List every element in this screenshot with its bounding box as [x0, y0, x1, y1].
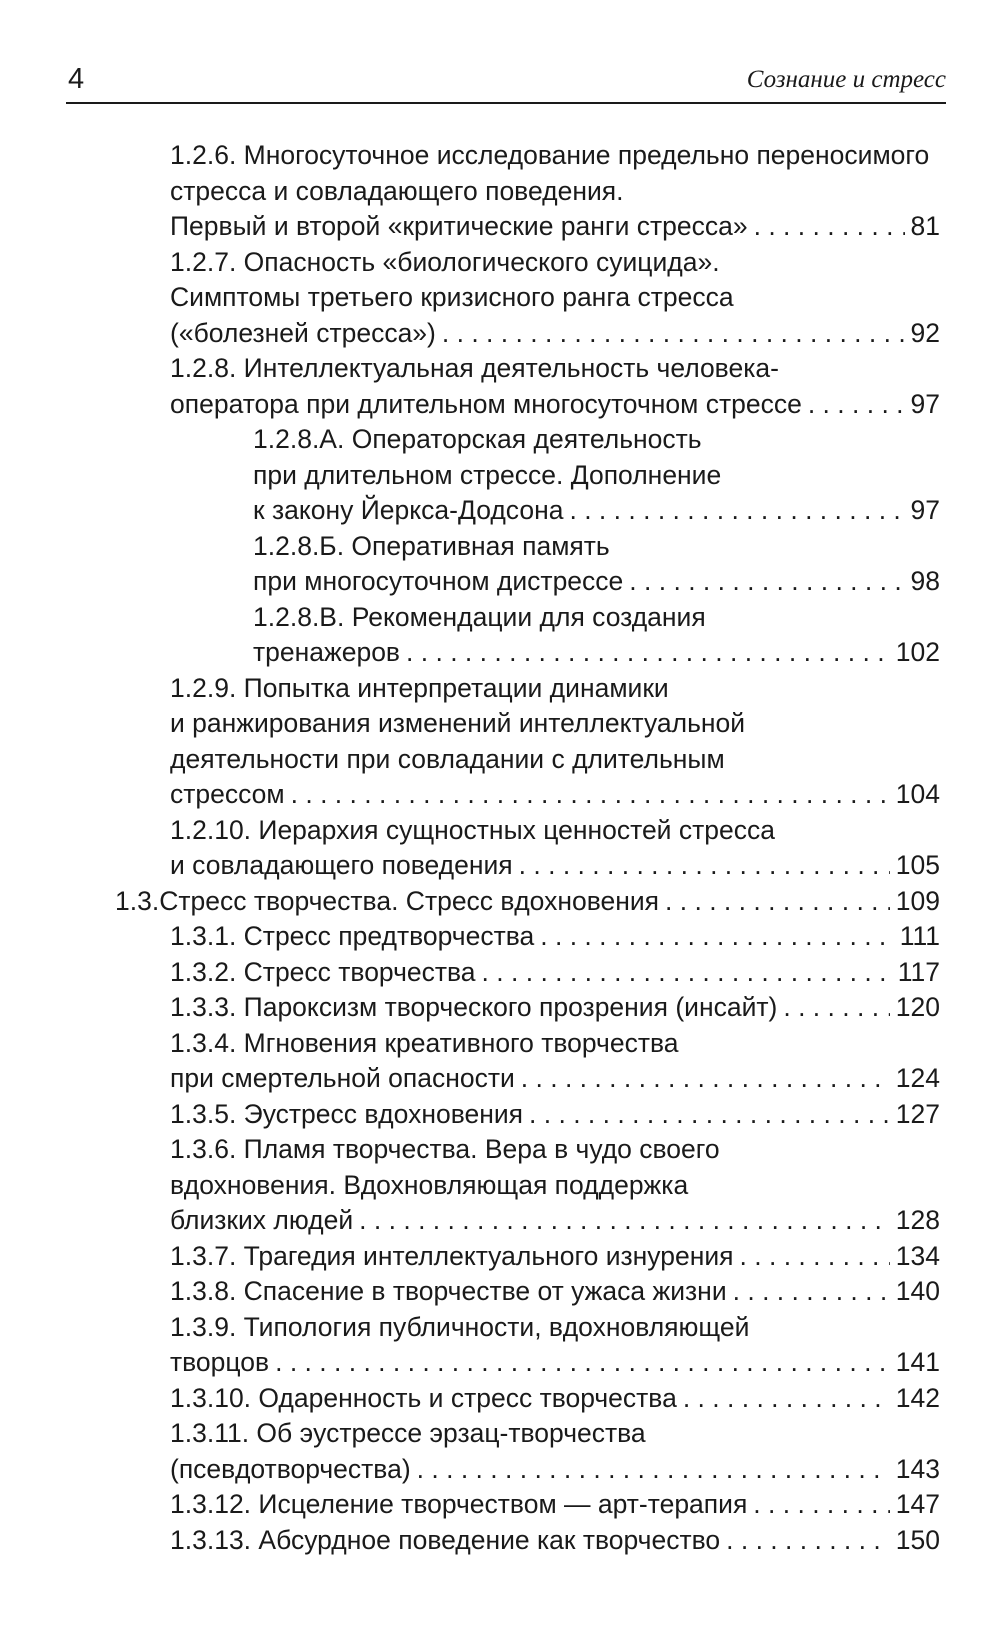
toc-entry-title-line: 1.2.8. Интеллектуальная деятельность человека- [170, 353, 779, 383]
table-of-contents [0, 138, 1000, 1558]
toc-entry-title-line: 1.2.8.А. Операторская деятельность [253, 424, 702, 454]
toc-page-number: 98 [910, 566, 940, 596]
toc-entry-title-line: Первый и второй «критические ранги стресса» [170, 211, 748, 241]
toc-leader-dots [629, 564, 904, 600]
toc-leader-dots [406, 635, 890, 671]
toc-leader-dots [519, 848, 890, 884]
toc-page-number: 140 [895, 1276, 940, 1306]
toc-entry[interactable] [0, 138, 1000, 245]
toc-entry-title-line: и ранжирования изменений интеллектуальной [170, 708, 746, 738]
toc-entry[interactable] [0, 1132, 1000, 1239]
toc-leader-dots [442, 316, 905, 352]
toc-entry-last-line [170, 1381, 940, 1417]
toc-entry[interactable] [0, 1381, 1000, 1417]
page-number: 4 [68, 63, 85, 95]
toc-entry-title-line: 1.3.8. Спасение в творчестве от ужаса жизни [170, 1276, 727, 1306]
toc-entry-last-line [170, 1523, 940, 1559]
toc-entry-title-line: творцов [170, 1347, 270, 1377]
toc-entry-title-line: («болезней стресса») [170, 317, 436, 348]
toc-entry-title-line: вдохновения. Вдохновляющая поддержка [170, 1169, 689, 1200]
toc-entry-title-line: оператора при длительном многосуточном стрессе [170, 388, 802, 419]
toc-entry-title-line: 1.3.12. Исцеление творчеством — арт-терапия [170, 1489, 748, 1519]
toc-entry-last-line [170, 1487, 940, 1523]
toc-entry-title-line: близких людей [170, 1205, 354, 1235]
toc-entry[interactable] [0, 1274, 1000, 1310]
toc-entry-title-line: 1.3.4. Мгновения креативного творчества [170, 1027, 679, 1058]
toc-entry-title-line: при смертельной опасности [170, 1063, 515, 1093]
toc-page-number: 124 [895, 1063, 940, 1093]
toc-entry-title-line: при многосуточном дистрессе [253, 566, 624, 596]
toc-entry-last-line [170, 990, 940, 1026]
toc-leader-dots [753, 1487, 889, 1523]
toc-leader-dots [417, 1452, 890, 1488]
toc-entry[interactable] [0, 955, 1000, 991]
toc-page-number: 81 [910, 211, 940, 241]
toc-leader-dots [783, 990, 889, 1026]
toc-entry[interactable] [0, 1523, 1000, 1559]
toc-entry-last-line [170, 316, 940, 352]
toc-entry-last-line [253, 635, 940, 671]
toc-entry-title-line: тренажеров [253, 637, 401, 667]
toc-entry-title-line: при длительном стрессе. Дополнение [253, 459, 722, 490]
toc-leader-dots [683, 1381, 890, 1417]
toc-entry[interactable] [0, 990, 1000, 1026]
toc-page-number: 143 [895, 1453, 940, 1484]
toc-entry[interactable] [0, 1026, 1000, 1097]
toc-leader-dots [665, 884, 890, 920]
toc-entry[interactable] [0, 600, 1000, 671]
toc-entry-last-line [253, 564, 940, 600]
toc-entry-title-line: 1.2.6. Многосуточное исследование предельно переносимого [170, 140, 930, 170]
toc-leader-dots [740, 1239, 890, 1275]
toc-entry-last-line [170, 1061, 940, 1097]
toc-entry[interactable] [0, 1239, 1000, 1275]
toc-page-number: 97 [910, 388, 940, 419]
toc-entry[interactable] [0, 422, 1000, 529]
toc-entry[interactable] [0, 1097, 1000, 1133]
toc-entry-last-line [170, 209, 940, 245]
toc-entry-last-line [170, 1203, 940, 1239]
toc-entry-title-line: (псевдотворчества) [170, 1453, 411, 1484]
toc-entry-title-line: стрессом [170, 779, 285, 809]
toc-leader-dots [521, 1061, 890, 1097]
toc-entry-last-line [170, 848, 940, 884]
toc-entry-title-line: 1.3.3. Пароксизм творческого прозрения (инсайт) [170, 992, 778, 1022]
toc-entry[interactable] [0, 884, 1000, 920]
toc-entry-title-line: Стресс творчества. Стресс вдохновения [159, 885, 660, 916]
toc-entry-last-line [170, 1239, 940, 1275]
toc-entry-title-line: 1.3.1. Стресс предтворчества [170, 921, 535, 951]
toc-entry-title-line: 1.3.6. Пламя творчества. Вера в чудо своего [170, 1134, 720, 1164]
toc-entry-last-line [170, 955, 940, 991]
toc-entry-last-line [115, 884, 940, 920]
toc-entry-title-line: 1.2.10. Иерархия сущностных ценностей стресса [170, 814, 775, 845]
toc-entry[interactable] [0, 245, 1000, 352]
toc-page-number: 104 [895, 779, 940, 809]
toc-page-number: 120 [895, 992, 940, 1022]
toc-entry-title-line: 1.2.7. Опасность «биологического суицида». [170, 246, 720, 277]
toc-entry-title-line: деятельности при совладании с длительным [170, 743, 725, 774]
toc-entry-last-line [170, 387, 940, 423]
toc-entry[interactable] [0, 1416, 1000, 1487]
toc-entry[interactable] [0, 671, 1000, 813]
toc-entry-title-line: 1.3.5. Эустресс вдохновения [170, 1098, 524, 1129]
toc-page-number: 142 [895, 1382, 940, 1413]
toc-entry-last-line [170, 1452, 940, 1488]
toc-entry-title-line: 1.3.7. Трагедия интеллектуального изнурения [170, 1240, 734, 1271]
toc-entry-title-line: Симптомы третьего кризисного ранга стресса [170, 282, 734, 312]
toc-page-number: 97 [910, 495, 940, 525]
toc-entry-title-line: 1.2.9. Попытка интерпретации динамики [170, 672, 669, 703]
toc-entry-title-line: 1.3.9. Типология публичности, вдохновляющей [170, 1311, 750, 1342]
toc-entry-last-line [170, 1274, 940, 1310]
toc-page-number: 109 [895, 885, 940, 916]
toc-leader-dots [726, 1523, 890, 1559]
running-head: Сознание и стресс [746, 66, 946, 93]
toc-entry-last-line [170, 1345, 940, 1381]
toc-entry[interactable] [0, 529, 1000, 600]
toc-entry-title-line: 1.3.10. Одаренность и стресс творчества [170, 1382, 677, 1413]
toc-leader-dots [275, 1345, 890, 1381]
toc-page-number: 105 [895, 850, 940, 880]
toc-leader-dots [808, 387, 905, 423]
toc-page-number: 127 [895, 1098, 940, 1129]
toc-page-number: 117 [897, 956, 940, 987]
toc-leader-dots [569, 493, 904, 529]
toc-entry[interactable] [0, 813, 1000, 884]
toc-page-number: 150 [895, 1524, 940, 1555]
toc-leader-dots [291, 777, 890, 813]
toc-page-number: 147 [895, 1489, 940, 1519]
toc-leader-dots [733, 1274, 890, 1310]
toc-entry-title-line: стресса и совладающего поведения. [170, 175, 624, 206]
toc-leader-dots [359, 1203, 890, 1239]
toc-section-number: 1.3. [115, 885, 160, 916]
toc-entry[interactable] [0, 1310, 1000, 1381]
toc-entry-title-line: 1.2.8.Б. Оперативная память [253, 530, 610, 561]
toc-entry-last-line [170, 919, 940, 955]
toc-page-number: 134 [895, 1240, 940, 1271]
toc-leader-dots [540, 919, 893, 955]
toc-page-number: 128 [895, 1205, 940, 1235]
toc-entry[interactable] [0, 919, 1000, 955]
toc-entry-title-line: 1.2.8.В. Рекомендации для создания [253, 601, 706, 632]
toc-page-number: 102 [895, 637, 940, 667]
toc-leader-dots [754, 209, 905, 245]
toc-page-number: 92 [910, 317, 940, 348]
toc-leader-dots [529, 1097, 890, 1133]
toc-page-number: 141 [895, 1347, 940, 1377]
toc-entry-title-line: к закону Йеркса-Додсона [253, 495, 564, 525]
toc-entry-last-line [170, 1097, 940, 1133]
page-header [66, 60, 946, 104]
toc-page-number: 111 [899, 921, 940, 951]
toc-entry-last-line [253, 493, 940, 529]
toc-entry-title-line: и совладающего поведения [170, 850, 513, 880]
toc-entry-last-line [170, 777, 940, 813]
toc-entry-title-line: 1.3.11. Об эустрессе эрзац-творчества [170, 1418, 646, 1448]
toc-entry[interactable] [0, 1487, 1000, 1523]
toc-leader-dots [482, 955, 892, 991]
toc-entry-title-line: 1.3.2. Стресс творчества [170, 956, 476, 987]
toc-entry[interactable] [0, 351, 1000, 422]
toc-entry-title-line: 1.3.13. Абсурдное поведение как творчество [170, 1524, 721, 1555]
